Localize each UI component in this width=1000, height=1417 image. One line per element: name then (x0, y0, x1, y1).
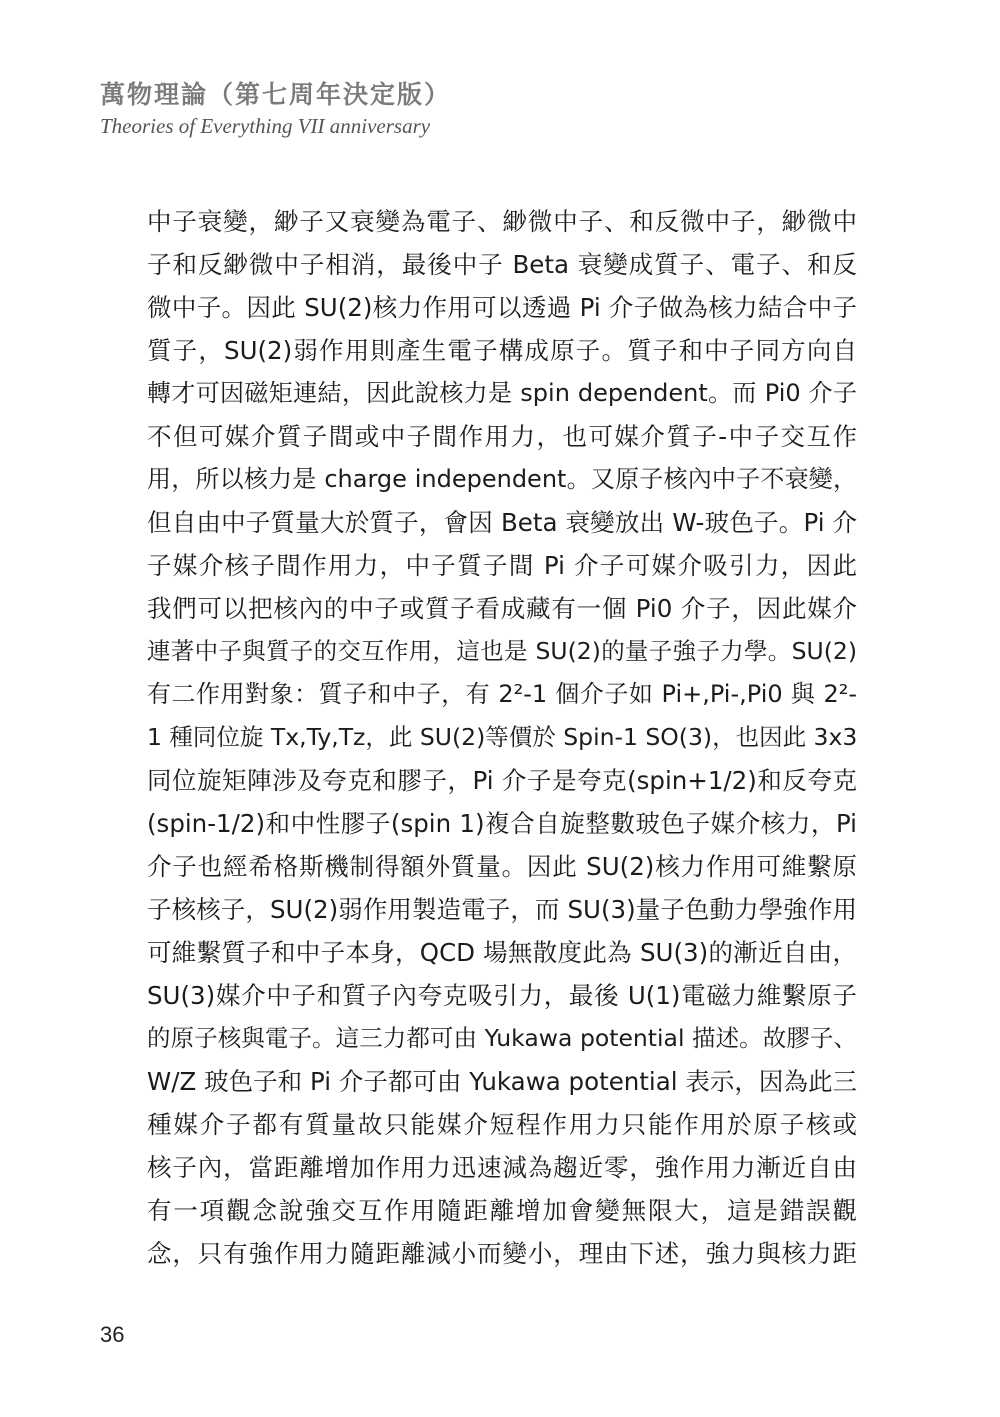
text-line: 不但可媒介質子間或中子間作用力，也可媒介質子-中子交互作 (147, 422, 857, 451)
text-line: 質子，SU(2)弱作用則產生電子構成原子。質子和中子同方向自 (147, 336, 857, 365)
text-line: 有二作用對象：質子和中子，有 2²-1 個介子如 Pi+,Pi-,Pi0 與 2²- (147, 680, 857, 708)
text-line: 我們可以把核內的中子或質子看成藏有一個 Pi0 介子，因此媒介 (147, 594, 857, 623)
book-title: 萬物理論（第七周年決定版） (100, 80, 452, 109)
text-line: 子核核子，SU(2)弱作用製造電子，而 SU(3)量子色動力學強作用 (147, 895, 857, 924)
text-line: (spin-1/2)和中性膠子(spin 1)複合自旋整數玻色子媒介核力，Pi (147, 809, 857, 838)
text-line: SU(3)媒介中子和質子內夸克吸引力，最後 U(1)電磁力維繫原子 (147, 981, 857, 1010)
book-subtitle: Theories of Everything VII anniversary (100, 114, 431, 138)
text-line: 轉才可因磁矩連結，因此說核力是 spin dependent。而 Pi0 介子 (147, 379, 857, 407)
text-line: 中子衰變，緲子又衰變為電子、緲微中子、和反微中子，緲微中 (147, 207, 857, 236)
text-line: 子媒介核子間作用力，中子質子間 Pi 介子可媒介吸引力，因此 (147, 551, 857, 580)
text-line: 用，所以核力是 charge independent。又原子核內中子不衰變， (147, 465, 857, 493)
text-line: 核子內，當距離增加作用力迅速減為趨近零，強作用力漸近自由 (147, 1153, 857, 1182)
text-line: 種媒介子都有質量故只能媒介短程作用力只能作用於原子核或 (147, 1110, 857, 1139)
text-line: 可維繫質子和中子本身，QCD 場無散度此為 SU(3)的漸近自由， (147, 938, 857, 967)
text-line: 的原子核與電子。這三力都可由 Yukawa potential 描述。故膠子、 (147, 1024, 857, 1052)
text-line: W/Z 玻色子和 Pi 介子都可由 Yukawa potential 表示，因為此三 (147, 1067, 857, 1096)
body-paragraph (147, 200, 857, 1275)
text-line: 微中子。因此 SU(2)核力作用可以透過 Pi 介子做為核力結合中子 (147, 293, 857, 322)
text-line: 有一項觀念說強交互作用隨距離增加會變無限大，這是錯誤觀 (147, 1196, 857, 1225)
text-line: 子和反緲微中子相消，最後中子 Beta 衰變成質子、電子、和反 (147, 250, 857, 279)
text-line: 1 種同位旋 Tx,Ty,Tz，此 SU(2)等價於 Spin-1 SO(3)，也因此 3x3 (147, 723, 858, 751)
page-number: 36 (100, 1322, 125, 1347)
text-line: 念，只有強作用力隨距離減小而變小，理由下述，強力與核力距 (147, 1239, 857, 1268)
running-header (100, 78, 700, 140)
text-line: 連著中子與質子的交互作用，這也是 SU(2)的量子強子力學。SU(2) (147, 637, 857, 665)
text-line: 同位旋矩陣涉及夸克和膠子，Pi 介子是夸克(spin+1/2)和反夸克 (147, 766, 857, 795)
text-line: 介子也經希格斯機制得額外質量。因此 SU(2)核力作用可維繫原 (147, 852, 857, 881)
text-line: 但自由中子質量大於質子，會因 Beta 衰變放出 W-玻色子。Pi 介 (147, 508, 857, 537)
